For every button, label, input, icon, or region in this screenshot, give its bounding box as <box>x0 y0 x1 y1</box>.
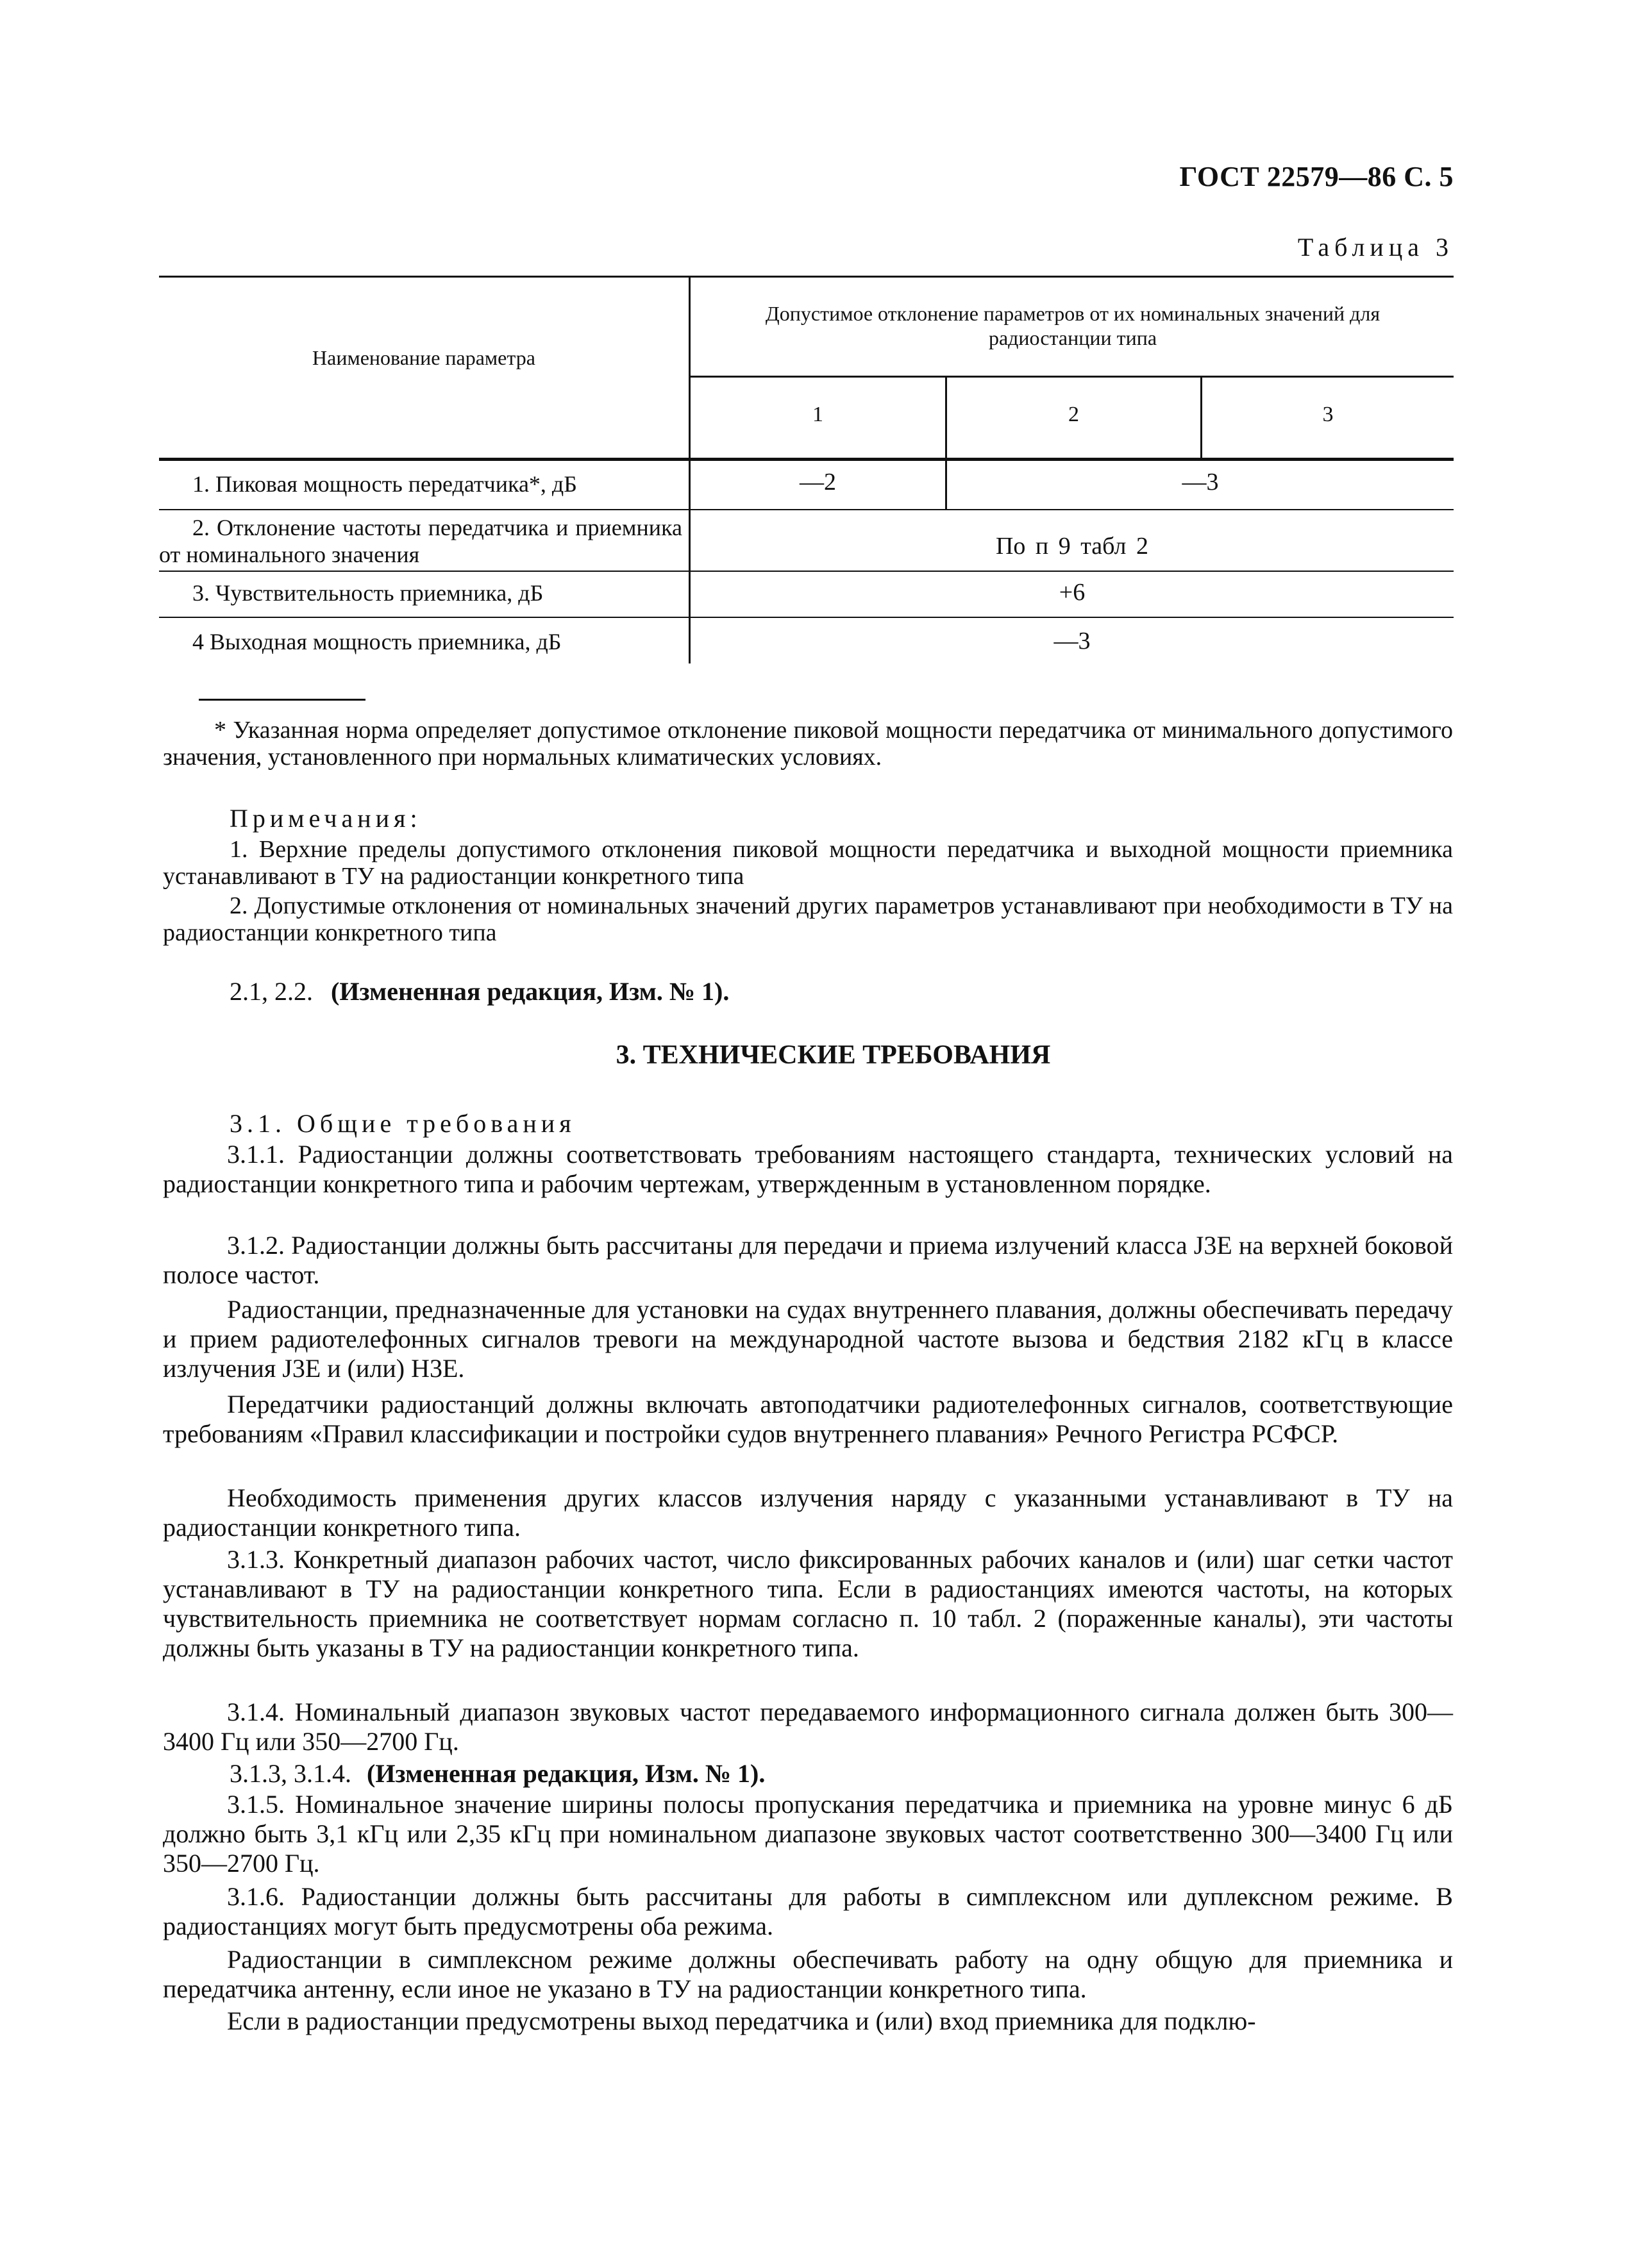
row1-param: 1. Пиковая мощность передатчика*, дБ <box>192 471 577 497</box>
table-caption: Таблица 3 <box>1297 233 1454 262</box>
paragraph-3-1-6-c: Если в радиостанции предусмотрены выход передатчика и (или) вход приемника для подклю- <box>227 2006 1256 2035</box>
edit2-prefix: 3.1.3, 3.1.4. <box>230 1759 351 1788</box>
paragraph-3-1-6: 3.1.6. Радиостанции должны быть рассчитаны для работы в симплексном или дуплексном режиме. В радиостанциях могут быть предусмотрены оба режима. <box>163 1882 1453 1940</box>
row2-value: По п 9 табл 2 <box>995 533 1149 560</box>
paragraph-3-1-5: 3.1.5. Номинальное значение ширины полосы пропускания передатчика и приемника на уровне минус 6 дБ должно быть 3,1 кГц или 2,35 кГц при номинальном диапазоне звуковых частот соответственно 300—3400 Гц или 350—2700 Гц. <box>163 1790 1453 1878</box>
edit-ref-bold: (Измененная редакция, Изм. № 1). <box>331 977 730 1006</box>
edit-reference-1 <box>163 977 1453 1006</box>
note-2: 2. Допустимые отклонения от номинальных значений других параметров устанавливают при необходимости в ТУ на радиостанции конкретного типа <box>163 892 1453 946</box>
row2-param: 2. Отклонение частоты передатчика и приемника от номинального значения <box>159 515 682 567</box>
page-header: ГОСТ 22579—86 С. 5 <box>1179 161 1454 192</box>
general-requirements-title <box>163 1109 1453 1138</box>
row-separator-3 <box>159 617 1454 618</box>
edit2-bold: (Измененная редакция, Изм. № 1). <box>367 1759 766 1788</box>
paragraph-3-1-2-c: Передатчики радиостанций должны включать автоподатчики радиотелефонных сигналов, соответствующие требованиям «Правил классификации и постройки судов внутреннего плавания» Речного Регистра РСФСР. <box>163 1390 1453 1448</box>
table-subheader-rule <box>689 376 1454 378</box>
paragraph-3-1-6-b: Радиостанции в симплексном режиме должны обеспечивать работу на одну общую для приемника и передатчика антенну, если иное не указано в ТУ на радиостанции конкретного типа. <box>163 1945 1453 2003</box>
notes-title-text: Примечания: <box>230 804 422 833</box>
notes-title <box>163 805 1453 832</box>
note-1: 1. Верхние пределы допустимого отклонения пиковой мощности передатчика и выходной мощности приемника устанавливают в ТУ на радиостанции конкретного типа <box>163 836 1453 890</box>
paragraph-3-1-1: 3.1.1. Радиостанции должны соответствовать требованиям настоящего стандарта, технических условий на радиостанции конкретного типа и рабочим чертежам, утвержденным в установленном порядке. <box>163 1140 1453 1198</box>
row3-value: +6 <box>1059 579 1086 606</box>
row1-value-type1: —2 <box>800 469 836 496</box>
row-separator-1 <box>159 509 1454 510</box>
paragraph-3-1-2-d: Необходимость применения других классов излучения наряду с указанными устанавливают в ТУ на радиостанции конкретного типа. <box>163 1483 1453 1542</box>
header-param-name: Наименование параметра <box>312 346 535 369</box>
footnote-rule <box>199 699 365 701</box>
paragraph-3-1-4: 3.1.4. Номинальный диапазон звуковых частот передаваемого информационного сигнала должен быть 300—3400 Гц или 350—2700 Гц. <box>163 1697 1453 1756</box>
header-deviation: Допустимое отклонение параметров от их номинальных значений для радиостанции типа <box>765 302 1380 349</box>
header-type-3: 3 <box>1322 403 1334 426</box>
general-title-text: 3.1. Общие требования <box>230 1109 576 1138</box>
edit-ref-prefix: 2.1, 2.2. <box>230 977 313 1006</box>
section-title: 3. ТЕХНИЧЕСКИЕ ТРЕБОВАНИЯ <box>616 1040 1051 1070</box>
edit-reference-2 <box>163 1759 1453 1789</box>
row4-param: 4 Выходная мощность приемника, дБ <box>192 629 562 655</box>
table-header-bottom-rule <box>159 458 1454 461</box>
row-separator-2 <box>159 571 1454 572</box>
row1-value-type23: —3 <box>1182 469 1219 496</box>
table-top-rule <box>159 276 1454 278</box>
row3-param: 3. Чувствительность приемника, дБ <box>192 580 544 606</box>
header-type-1: 1 <box>812 403 823 426</box>
footnote: * Указанная норма определяет допустимое отклонение пиковой мощности передатчика от минимального допустимого значения, установленного при нормальных климатических условиях. <box>163 717 1453 771</box>
paragraph-3-1-2-b: Радиостанции, предназначенные для установки на судах внутреннего плавания, должны обеспечивать передачу и прием радиотелефонных сигналов тревоги на международной частоте вызова и бедствия 2182 кГц в классе излучения J3E и (или) H3E. <box>163 1295 1453 1383</box>
paragraph-3-1-3: 3.1.3. Конкретный диапазон рабочих частот, число фиксированных рабочих каналов и (или) шаг сетки частот устанавливают в ТУ на радиостанции конкретного типа. Если в радиостанциях имеются частоты, на которых чувствительность приемника не соответствует нормам согласно п. 10 табл. 2 (пораженные каналы), эти частоты должны быть указаны в ТУ на радиостанции конкретного типа. <box>163 1545 1453 1662</box>
row4-value: —3 <box>1053 628 1091 655</box>
paragraph-3-1-2: 3.1.2. Радиостанции должны быть рассчитаны для передачи и приема излучений класса J3E на верхней боковой полосе частот. <box>163 1231 1453 1289</box>
header-type-2: 2 <box>1068 403 1079 426</box>
